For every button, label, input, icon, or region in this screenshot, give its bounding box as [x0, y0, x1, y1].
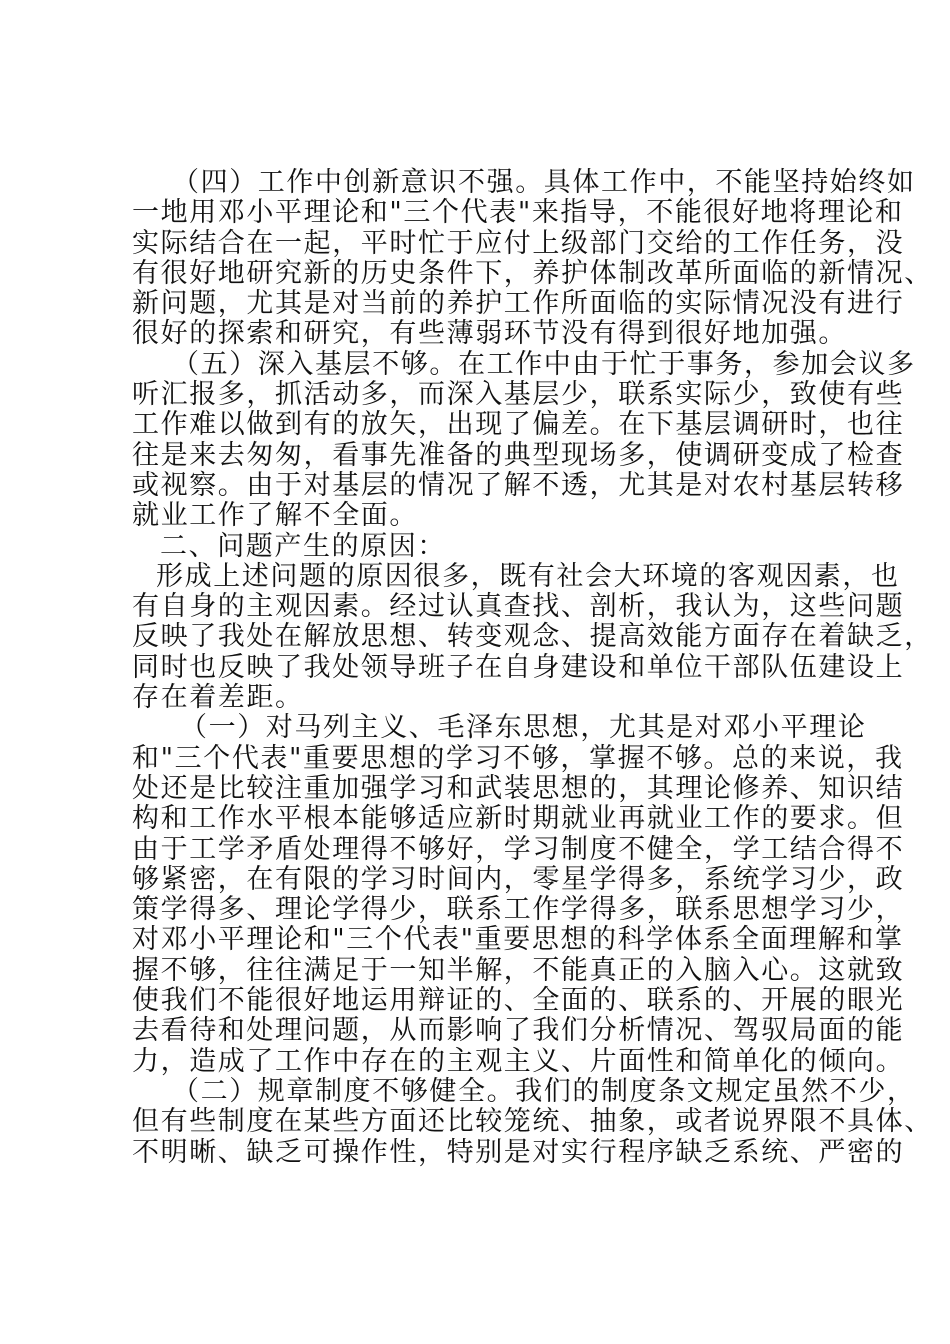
text-line: 实际结合在一起，平时忙于应付上级部门交给的工作任务，没	[132, 227, 905, 259]
text-line: 但有些制度在某些方面还比较笼统、抽象，或者说界限不具体、	[132, 1106, 933, 1138]
text-line: 存在着差距。	[132, 682, 304, 714]
text-line: 够紧密，在有限的学习时间内，零星学得多，系统学习少，政	[132, 863, 905, 895]
text-line: 就业工作了解不全面。	[132, 500, 418, 532]
paragraph-heading-4: （四）工作中创新意识不强。具体工作中，不能坚持始终如	[172, 167, 916, 198]
text-line: 不明晰、缺乏可操作性，特别是对实行程序缺乏系统、严密的	[132, 1136, 905, 1168]
text-line: 由于工学矛盾处理得不够好，学习制度不健全，学工结合得不	[132, 833, 905, 865]
text-line: 工作难以做到有的放矢，出现了偏差。在下基层调研时，也往	[132, 409, 905, 441]
text-line: 同时也反映了我处领导班子在自身建设和单位干部队伍建设上	[132, 651, 905, 683]
text-line: 处还是比较注重加强学习和武装思想的，其理论修养、知识结	[132, 772, 905, 804]
text-line: 握不够，往往满足于一知半解，不能真正的入脑入心。这就致	[132, 954, 905, 986]
text-line: 往是来去匆匆，看事先准备的典型现场多，使调研变成了检查	[132, 439, 905, 471]
text-line: 和"三个代表"重要思想的学习不够，掌握不够。总的来说，我	[132, 742, 904, 774]
text-line: 去看待和处理问题，从而影响了我们分析情况、驾驭局面的能	[132, 1015, 905, 1047]
text-line: 反映了我处在解放思想、转变观念、提高效能方面存在着缺乏，	[132, 621, 933, 653]
text-line: 力，造成了工作中存在的主观主义、片面性和简单化的倾向。	[132, 1045, 905, 1077]
text-line: 策学得多、理论学得少，联系工作学得多，联系思想学习少，	[132, 894, 905, 926]
paragraph-heading-2: （二）规章制度不够健全。我们的制度条文规定虽然不少，	[172, 1075, 916, 1107]
text-line: 新问题，尤其是对当前的养护工作所面临的实际情况没有进行	[132, 288, 905, 320]
paragraph-heading-5: （五）深入基层不够。在工作中由于忙于事务，参加会议多	[172, 348, 916, 380]
text-line: 使我们不能很好地运用辩证的、全面的、联系的、开展的眼光	[132, 985, 905, 1017]
text-line: 有很好地研究新的历史条件下，养护体制改革所面临的新情况、	[132, 257, 933, 289]
text-line: 一地用邓小平理论和"三个代表"来指导，不能很好地将理论和	[132, 197, 904, 229]
document-body	[132, 167, 933, 1168]
paragraph-heading-1: （一）对马列主义、毛泽东思想，尤其是对邓小平理论	[180, 712, 867, 744]
section-heading: 二、问题产生的原因：	[160, 530, 446, 562]
text-line: 听汇报多，抓活动多，而深入基层少，联系实际少，致使有些	[132, 379, 905, 411]
text-line: 有自身的主观因素。经过认真查找、剖析，我认为，这些问题	[132, 591, 905, 623]
text-line: 或视察。由于对基层的情况了解不透，尤其是对农村基层转移	[132, 469, 905, 501]
text-line: 对邓小平理论和"三个代表"重要思想的科学体系全面理解和掌	[132, 924, 904, 956]
text-line: 很好的探索和研究，有些薄弱环节没有得到很好地加强。	[132, 318, 847, 350]
text-line: 构和工作水平根本能够适应新时期就业再就业工作的要求。但	[132, 803, 905, 835]
text-line: 形成上述问题的原因很多，既有社会大环境的客观因素，也	[156, 560, 900, 592]
